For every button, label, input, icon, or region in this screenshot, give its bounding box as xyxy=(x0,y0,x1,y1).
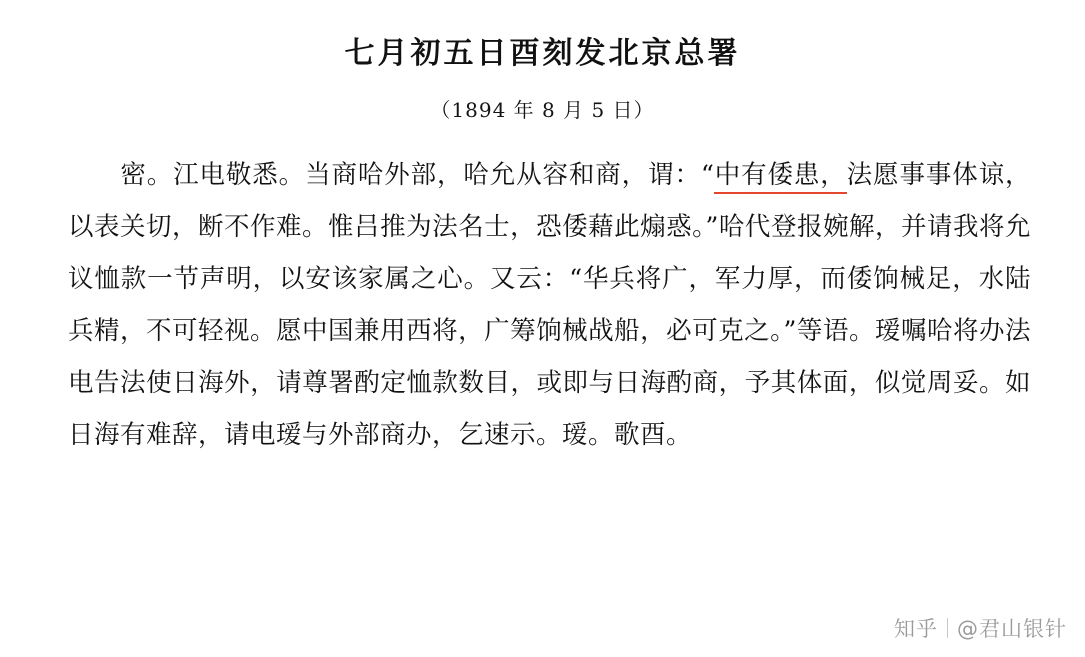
watermark-handle: @君山银针 xyxy=(957,617,1067,641)
document-date: （1894 年 8 月 5 日） xyxy=(430,98,655,122)
watermark xyxy=(894,613,1067,643)
body-paragraph xyxy=(68,149,1031,461)
highlighted-phrase: 中有倭患， xyxy=(714,160,846,194)
zhihu-logo: 知乎 xyxy=(894,617,938,641)
watermark-divider xyxy=(947,618,948,638)
paragraph-segment-2: 法愿事事体谅，以表关切，断不作难。惟吕推为法名士，恐倭藉此煽惑。”哈代登报婉解，并请我将允议恤款一节声明，以安该家属之心。又云：“华兵将广，军力厚，而倭饷械足，水陆兵精，不可轻视。愿中国兼用西将，广筹饷械战船，必可克之。”等语。瑷嘱哈将办法电告法使日海外，请尊署酌定恤款数目，或即与日海酌商，予其体面，似觉周妥。如日海有难辞，请电瑷与外部商办，乞速示。瑷。歌酉。 xyxy=(68,160,1031,450)
document-page xyxy=(0,28,1085,657)
document-body xyxy=(68,149,1031,461)
page-title: 七月初五日酉刻发北京总署 xyxy=(344,36,741,71)
paragraph-segment-1: 密。江电敬悉。当商哈外部，哈允从容和商，谓：“ xyxy=(120,160,715,190)
